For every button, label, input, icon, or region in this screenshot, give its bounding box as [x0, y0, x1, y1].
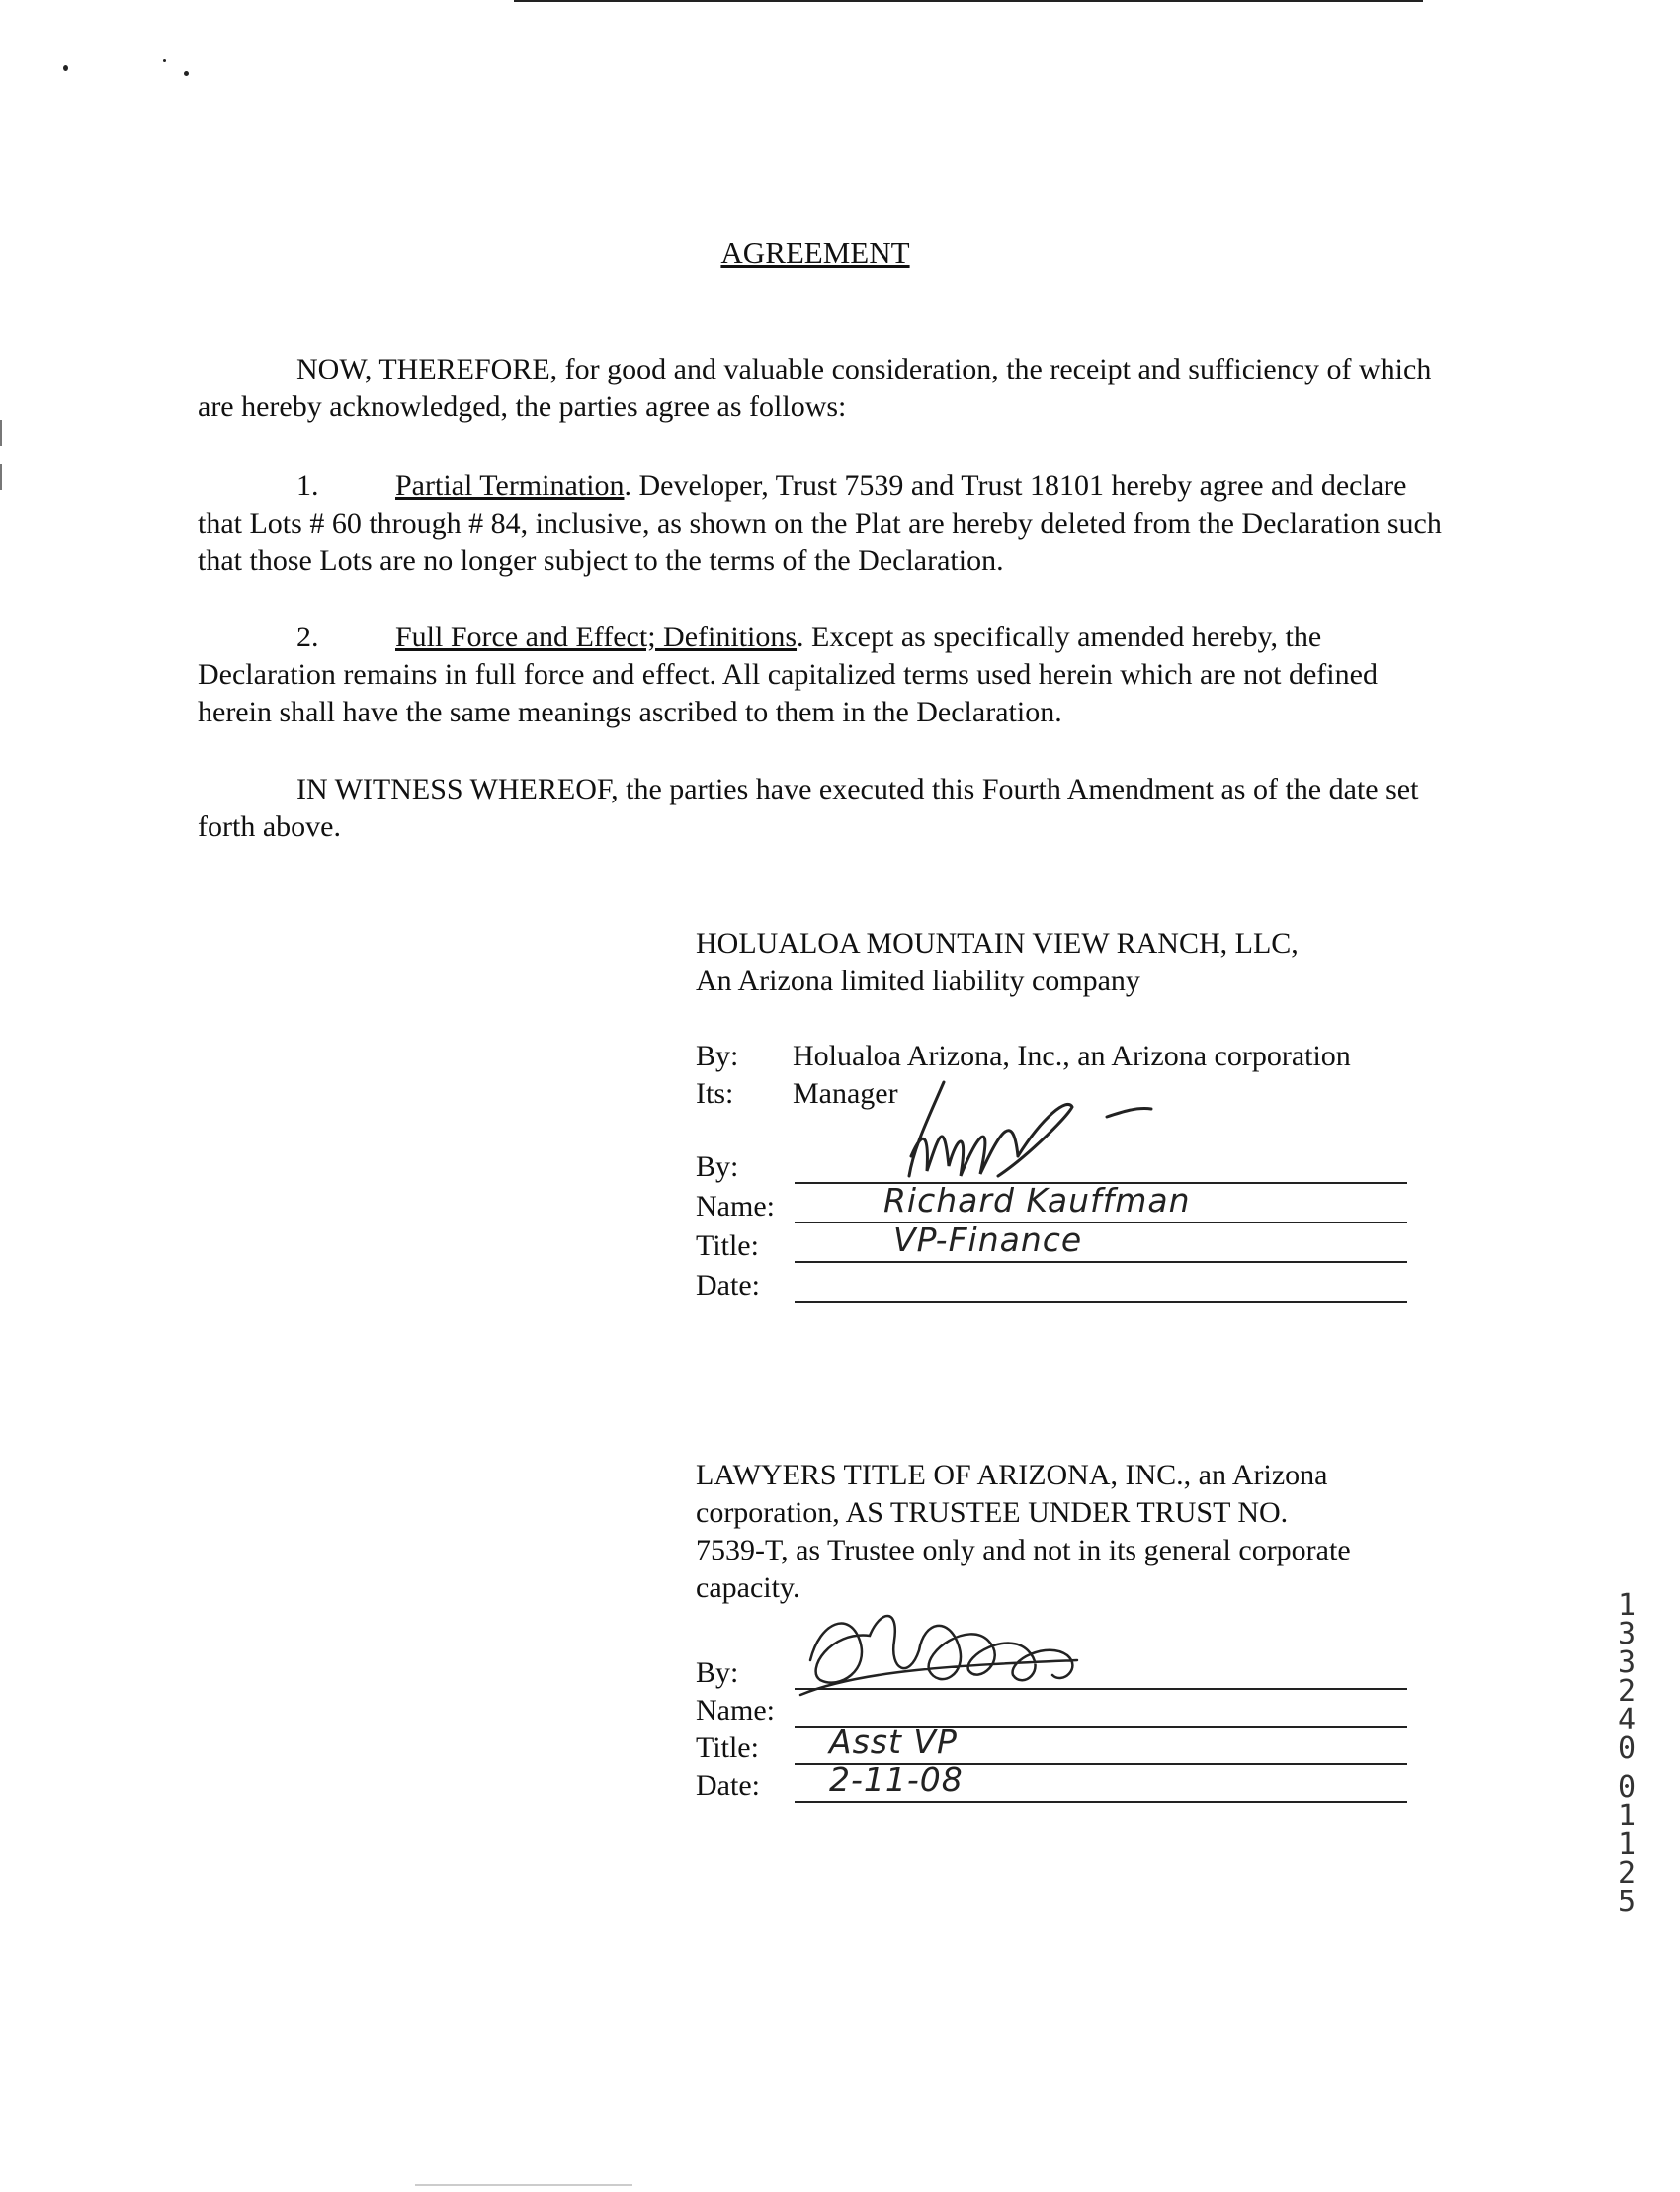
- scan-edge-mark: [0, 464, 2, 490]
- witness-text: IN WITNESS WHEREOF, the parties have executed this Fourth Amendment as of the date set forth above.: [198, 773, 1419, 843]
- section-1: [198, 467, 1443, 580]
- stamp-digit: 4: [1617, 1703, 1637, 1737]
- stamp-digit: 0: [1617, 1770, 1637, 1805]
- sig1-date-label: Date:: [696, 1269, 760, 1302]
- sig1-date-line: [795, 1301, 1407, 1303]
- scan-speck: [63, 65, 68, 71]
- sig2-by-label: By:: [696, 1656, 739, 1689]
- sig1-title-label: Title:: [696, 1229, 759, 1262]
- sig1-by-row: [696, 1146, 1407, 1186]
- stamp-digit: 5: [1617, 1885, 1637, 1919]
- section-1-text: . Developer, Trust 7539 and Trust 18101 hereby agree and declare that Lots # 60 through # 84, inclusive, as shown on the Plat are hereby deleted from the Declaration such that those Lots are no longer subject to the terms of the Declaration.: [198, 469, 1442, 577]
- document-heading: AGREEMENT: [720, 235, 910, 270]
- sig2-name-row: [696, 1690, 1407, 1729]
- sig2-name-label: Name:: [696, 1694, 775, 1727]
- section-2-title: Full Force and Effect; Definitions: [395, 621, 798, 653]
- sig1-title-line: [795, 1261, 1407, 1263]
- sig2-title-label: Title:: [696, 1731, 759, 1764]
- sig2-date-line: [795, 1801, 1407, 1803]
- its-value: Manager: [793, 1077, 898, 1110]
- stamp-digit: 0: [1617, 1731, 1637, 1766]
- margin-stamp-number: [1609, 1588, 1644, 1919]
- section-2-text: . Except as specifically amended hereby, the Declaration remains in full force and effect. All capitalized terms used herein which are not defined herein shall have the same meanings ascribed to them in the Declaration.: [198, 621, 1378, 728]
- entity-2-line-2: corporation, AS TRUSTEE UNDER TRUST NO.: [696, 1496, 1289, 1529]
- by-label: By:: [696, 1040, 739, 1072]
- sig2-by-row: [696, 1652, 1407, 1692]
- top-edge-line: [514, 0, 1423, 2]
- stamp-digit: 1: [1617, 1827, 1637, 1862]
- bottom-edge-line: [415, 2184, 632, 2186]
- by-value: Holualoa Arizona, Inc., an Arizona corporation: [793, 1040, 1351, 1072]
- witness-paragraph: [198, 771, 1443, 846]
- intro-text: NOW, THEREFORE, for good and valuable consideration, the receipt and sufficiency of which are hereby acknowledged, the parties agree as follows:: [198, 353, 1432, 423]
- scan-speck: [163, 59, 166, 62]
- section-2: [198, 619, 1443, 731]
- signatory-1-entity: [696, 925, 1447, 1000]
- entity-type: An Arizona limited liability company: [696, 965, 1140, 997]
- section-2-number: 2.: [296, 621, 319, 653]
- stamp-digit: 1: [1617, 1588, 1637, 1623]
- sig1-date-row: [696, 1265, 1407, 1305]
- entity-2-line-3: 7539-T, as Trustee only and not in its general corporate: [696, 1534, 1351, 1566]
- section-1-number: 1.: [296, 469, 319, 502]
- sig1-name-handwritten: Richard Kauffman: [883, 1181, 1191, 1220]
- stamp-digit: 2: [1617, 1674, 1637, 1709]
- scan-edge-mark: [0, 420, 2, 446]
- entity-name: HOLUALOA MOUNTAIN VIEW RANCH, LLC,: [696, 927, 1299, 960]
- sig1-name-label: Name:: [696, 1190, 775, 1222]
- sig1-by-label: By:: [696, 1150, 739, 1183]
- sig2-date-label: Date:: [696, 1769, 760, 1802]
- sig1-name-row: [696, 1181, 1407, 1225]
- sig1-title-row: [696, 1221, 1407, 1265]
- entity-2-line-4: capacity.: [696, 1571, 800, 1604]
- its-label: Its:: [696, 1077, 734, 1110]
- stamp-digit: 1: [1617, 1799, 1637, 1833]
- sig2-date-row: [696, 1760, 1407, 1805]
- signatory-2-entity: [696, 1457, 1447, 1607]
- sig1-title-handwritten: VP-Finance: [893, 1221, 1083, 1259]
- intro-paragraph: [198, 351, 1443, 426]
- sig2-title-row: [696, 1723, 1407, 1767]
- stamp-digit: 3: [1617, 1617, 1637, 1651]
- section-1-title: Partial Termination: [395, 469, 625, 502]
- sig2-title-handwritten: Asst VP: [829, 1723, 958, 1761]
- sig2-date-handwritten: 2-11-08: [829, 1760, 964, 1799]
- scan-speck: [184, 71, 189, 76]
- stamp-digit: 3: [1617, 1645, 1637, 1680]
- stamp-digit: 2: [1617, 1856, 1637, 1891]
- entity-2-line-1: LAWYERS TITLE OF ARIZONA, INC., an Arizona: [696, 1459, 1328, 1491]
- sig1-name-line: [795, 1222, 1407, 1223]
